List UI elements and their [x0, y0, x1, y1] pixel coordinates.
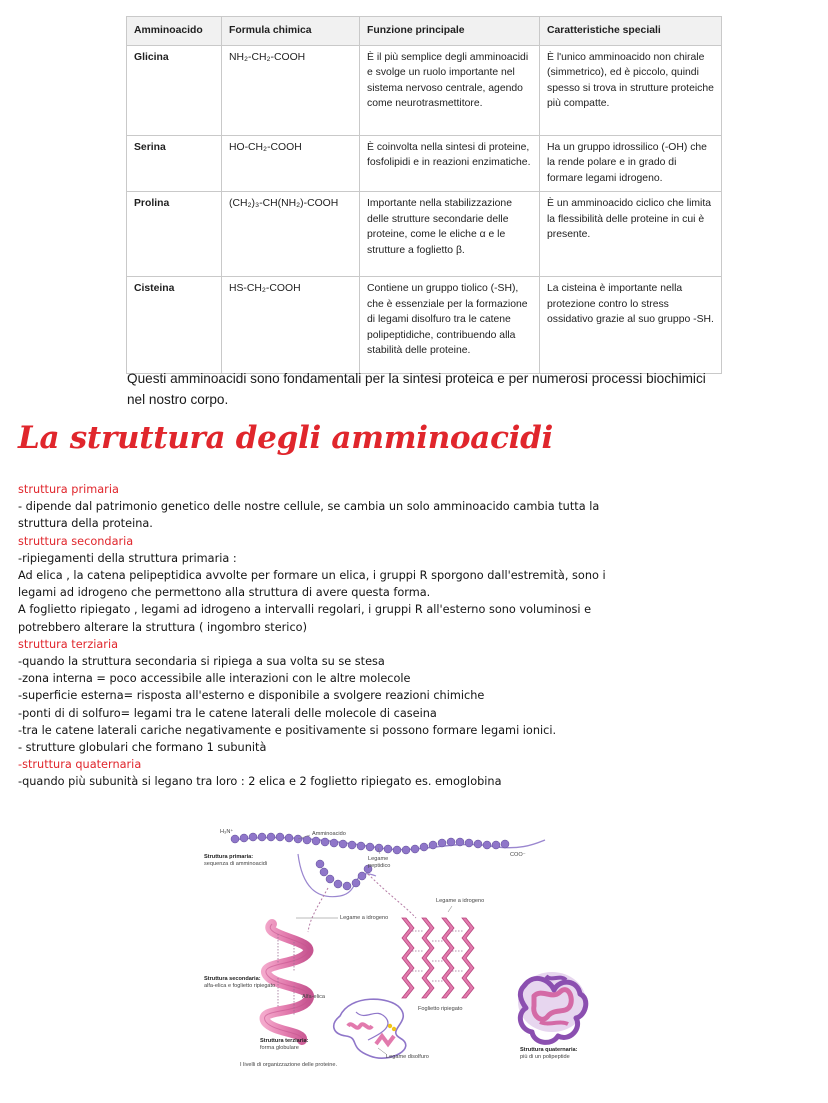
note-line: - strutture globulari che formano 1 subunità [18, 741, 267, 755]
note-line: - dipende dal patrimonio genetico delle nostre cellule, se cambia un solo amminoacido cambia tutta la [18, 500, 600, 514]
note-line: struttura della proteina. [18, 517, 153, 531]
peptide-bond-label: Legame peptidico [368, 856, 391, 869]
note-line: -tra le catene laterali cariche negativamente e positivamente si possono formare legami ionici. [18, 723, 557, 737]
cell-function: È il più semplice degli amminoacidi e svolge un ruolo importante nel sistema nervoso centrale, agendo come neurotrasmettitore. [360, 45, 540, 135]
cell-function: È coinvolta nella sintesi di proteine, fosfolipidi e in reazioni enzimatiche. [360, 135, 540, 192]
hydrogen-bond-label-2: Legame a idrogeno [436, 898, 485, 904]
quaternary-structure-title: Struttura quaternaria: [520, 1047, 578, 1053]
tertiary-structure-title: Struttura terziaria: [260, 1038, 309, 1044]
c-terminus-label: COO⁻ [510, 852, 526, 858]
header-features: Caratteristiche speciali [540, 17, 722, 46]
note-line: potrebbero alterare la struttura ( ingombro sterico) [18, 620, 307, 634]
table-header-row [127, 17, 722, 46]
cell-features: Ha un gruppo idrossilico (-OH) che la rende polare e in grado di formare legami idrogeno. [540, 135, 722, 192]
header-formula: Formula chimica [222, 17, 360, 46]
note-line: -quando più subunità si legano tra loro : 2 elica e 2 foglietto ripiegato es. emoglobina [18, 775, 502, 789]
cell-name: Cisteina [127, 277, 222, 374]
cell-name: Serina [127, 135, 222, 192]
table-row [127, 192, 722, 277]
beta-pleated-sheet [402, 918, 474, 998]
cell-features: È l'unico amminoacido non chirale (simmetrico), ed è piccolo, quindi spesso si trova in strutture proteiche più compatte. [540, 45, 722, 135]
cell-features: È un amminoacido ciclico che limita la flessibilità delle proteine in cui è presente. [540, 192, 722, 277]
header-function: Funzione principale [360, 17, 540, 46]
cell-formula: (CH₂)₃-CH(NH₂)-COOH [222, 192, 360, 277]
notes [18, 481, 818, 791]
quaternary-structure-desc: più di un polipeptide [520, 1054, 570, 1060]
amino-acids-table [126, 16, 722, 374]
note-line: legami ad idrogeno che permettono alla struttura di avere questa forma. [18, 586, 431, 600]
table-row [127, 135, 722, 192]
note-line: -zona interna = poco accessibile alle interazioni con le altre molecole [18, 672, 411, 686]
table-row [127, 45, 722, 135]
protein-structure-figure [190, 826, 610, 1072]
secondary-structure-title: Struttura secondaria: [204, 976, 261, 982]
hydrogen-bond-label: Legame a idrogeno [340, 915, 389, 921]
note-line: -quando la struttura secondaria si ripiega a sua volta su se stesa [18, 655, 385, 669]
note-line: Ad elica , la catena pelipeptidica avvolte per formare un elica, i gruppi R sporgono dall'estremità, sono i [18, 569, 606, 583]
alpha-helix [265, 924, 310, 1040]
quaternary-structure [518, 972, 586, 1042]
cell-features: La cisteina è importante nella protezione contro lo stress ossidativo grazie al suo gruppo -SH. [540, 277, 722, 374]
header-amino-acid: Amminoacido [127, 17, 222, 46]
quaternary-structure-heading: -struttura quaternaria [18, 758, 142, 772]
cell-name: Prolina [127, 192, 222, 277]
primary-structure-heading: struttura primaria [18, 483, 119, 496]
tertiary-structure-heading: struttura terziaria [18, 637, 119, 651]
figure-caption: I livelli di organizzazione delle proteine. [240, 1062, 338, 1068]
cell-formula: HS-CH₂-COOH [222, 277, 360, 374]
alpha-helix-label: Alfa-elica [302, 994, 326, 1000]
cell-formula: NH₂-CH₂-COOH [222, 45, 360, 135]
amino-acid-label: Amminoacido [312, 831, 346, 837]
note-line: -ponti di di solfuro= legami tra le catene laterali delle molecole di caseina [18, 706, 437, 720]
primary-structure-desc: sequenza di amminoacidi [204, 861, 268, 867]
primary-structure-title: Struttura primaria: [204, 854, 254, 860]
secondary-structure-desc: alfa-elica e foglietto ripiegato [204, 983, 276, 989]
tertiary-structure-desc: forma globulare [260, 1045, 299, 1051]
cell-formula: HO-CH₂-COOH [222, 135, 360, 192]
secondary-structure-heading: struttura secondaria [18, 534, 134, 548]
table-note: Questi amminoacidi sono fondamentali per la sintesi proteica e per numerosi processi biochimici nel nostro corpo. [127, 371, 706, 407]
section-title: La struttura degli amminoacidi [18, 420, 553, 456]
cell-function: Importante nella stabilizzazione delle strutture secondarie delle proteine, come le eliche α e le strutture a foglietto β. [360, 192, 540, 277]
tertiary-structure [334, 999, 406, 1058]
beta-sheet-label: Foglietto ripiegato [418, 1006, 463, 1012]
cell-function: Contiene un gruppo tiolico (-SH), che è essenziale per la formazione di legami disolfuro tra le catene polipeptidiche, contribuendo alla stabilità delle proteine. [360, 277, 540, 374]
disulfide-bond-label: Legame disolfuro [386, 1054, 429, 1060]
note-line: -superficie esterna= risposta all'esterno e disponibile a svolgere reazioni chimiche [18, 689, 485, 703]
note-line: A foglietto ripiegato , legami ad idrogeno a intervalli regolari, i gruppi R all'esterno sono voluminosi e [18, 603, 592, 617]
n-terminus-label: H₃N⁺ [220, 829, 234, 835]
cell-name: Glicina [127, 45, 222, 135]
table-row [127, 277, 722, 374]
note-line: -ripiegamenti della struttura primaria : [18, 551, 237, 565]
